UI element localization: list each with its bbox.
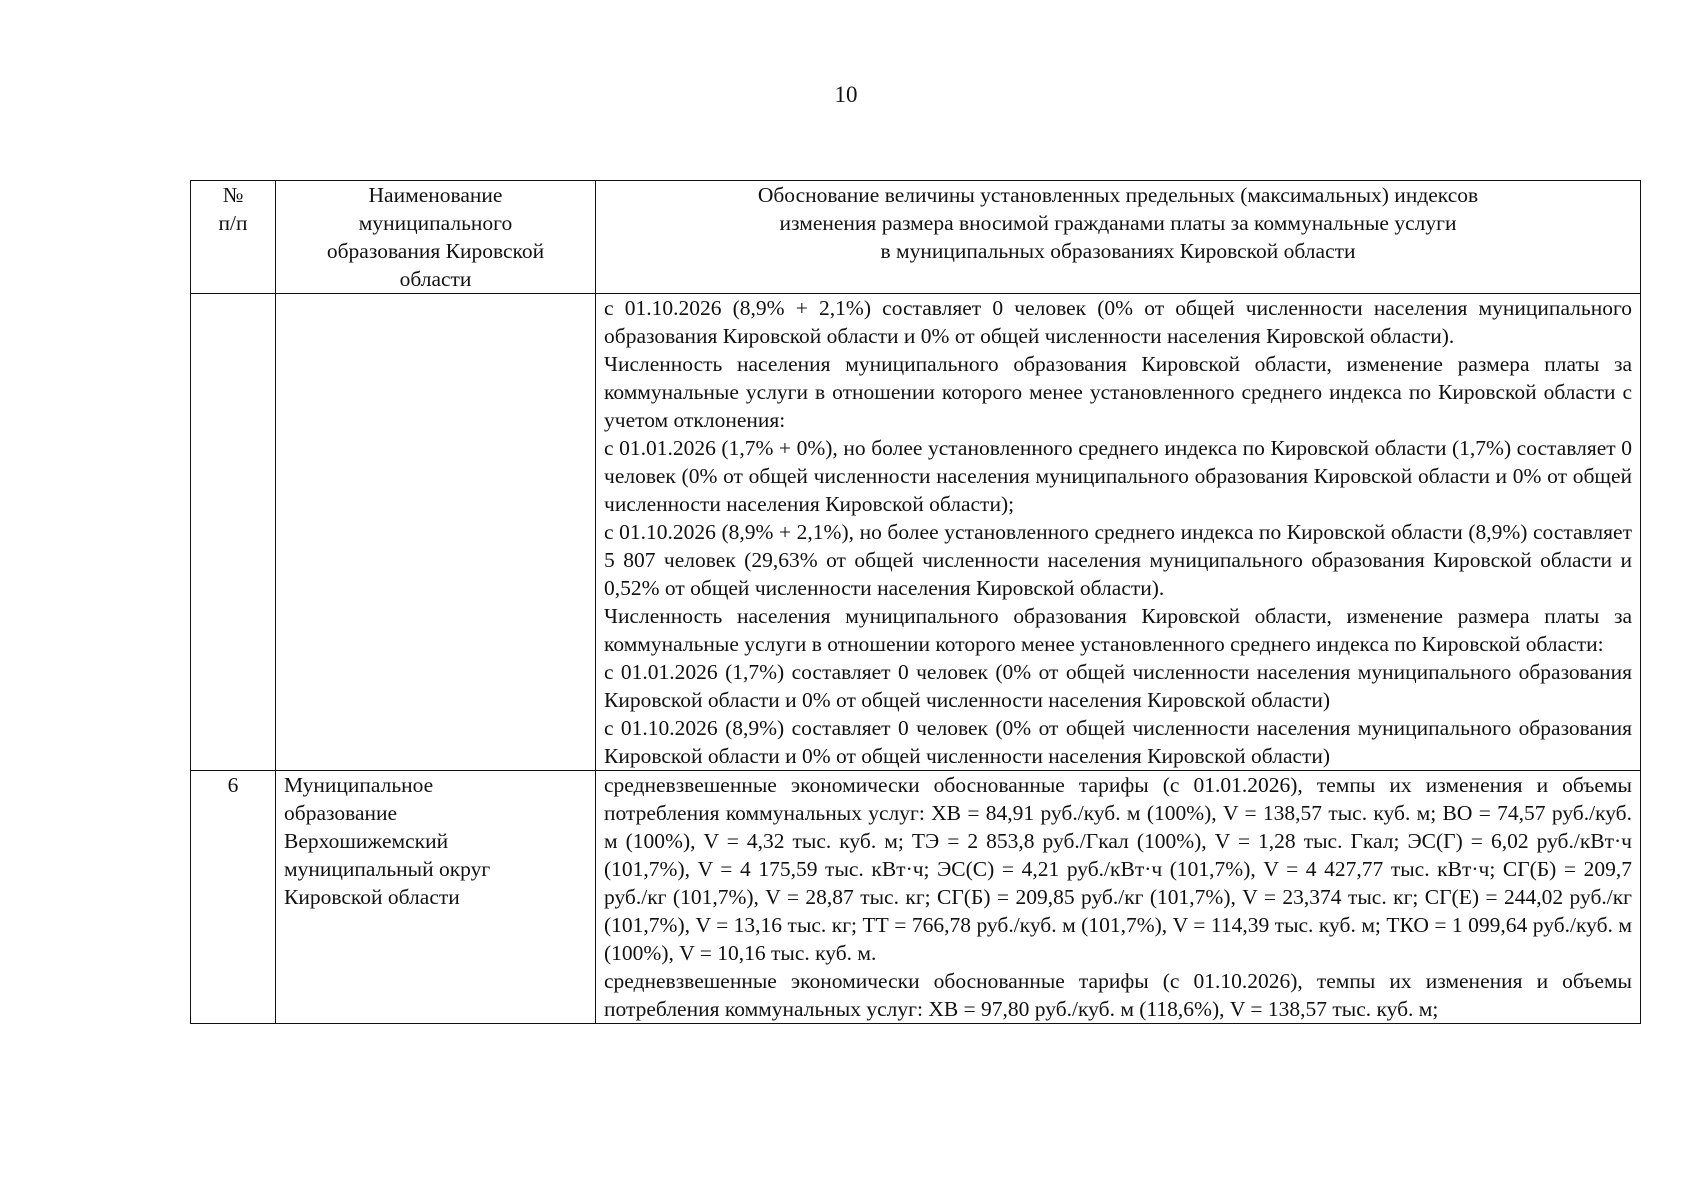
row-municipality-cell bbox=[276, 771, 596, 1024]
justification-paragraph: Численность населения муниципального образования Кировской области, изменение размера платы за коммунальные услуги в отношении которого менее установленного среднего индекса по Кировской области с учетом отклонения: bbox=[604, 352, 1632, 432]
header-number-line: № bbox=[222, 183, 244, 207]
header-justification-column bbox=[596, 181, 1641, 294]
justification-paragraph: с 01.10.2026 (8,9% + 2,1%) составляет 0 человек (0% от общей численности населения муниципального образования Кировской области и 0% от общей численности населения Кировской области). bbox=[604, 296, 1632, 348]
justification-paragraph: с 01.01.2026 (1,7% + 0%), но более установленного среднего индекса по Кировской области (1,7%) составляет 0 человек (0% от общей численности населения муниципального образования Кировской области и 0% от общей численности населения Кировской области); bbox=[604, 436, 1632, 516]
row-justification-cell bbox=[596, 771, 1641, 1024]
header-name-line: образования Кировской bbox=[326, 239, 545, 263]
row-municipality-cell bbox=[276, 294, 596, 771]
justification-paragraph: средневзвешенные экономически обоснованные тарифы (с 01.10.2026), темпы их изменения и объемы потребления коммунальных услуг: ХВ = 97,80 руб./куб. м (118,6%), V = 138,57 тыс. куб. м; bbox=[604, 969, 1632, 1021]
table-row bbox=[191, 771, 1641, 1024]
municipality-name-line: Кировской области bbox=[284, 885, 460, 909]
header-justification-line: в муниципальных образованиях Кировской области bbox=[880, 239, 1356, 263]
justification-paragraph: с 01.10.2026 (8,9% + 2,1%), но более установленного среднего индекса по Кировской области (8,9%) составляет 5 807 человек (29,63% от общей численности населения муниципального образования Кировской области и 0,52% от общей численности населения Кировской области). bbox=[604, 520, 1632, 600]
justification-paragraph: с 01.10.2026 (8,9%) составляет 0 человек (0% от общей численности населения муниципального образования Кировской области и 0% от общей численности населения Кировской области) bbox=[604, 716, 1632, 768]
table-header-row bbox=[191, 181, 1641, 294]
row-number-cell bbox=[191, 294, 276, 771]
header-number-column bbox=[191, 181, 276, 294]
justification-paragraph: Численность населения муниципального образования Кировской области, изменение размера платы за коммунальные услуги в отношении которого менее установленного среднего индекса по Кировской области: bbox=[604, 604, 1632, 656]
header-name-line: области bbox=[399, 267, 472, 291]
justification-paragraph: средневзвешенные экономически обоснованные тарифы (с 01.01.2026), темпы их изменения и объемы потребления коммунальных услуг: ХВ = 84,91 руб./куб. м (100%), V = 138,57 тыс. куб. м; ВО = 74,57 руб./куб. м (100%), V = 4,32 тыс. куб. м; ТЭ = 2 853,8 руб./Гкал (100%), V = 1,28 тыс. Гкал; ЭС(Г) = 6,02 руб./кВт·ч (101,7%), V = 4 175,59 тыс. кВт·ч; ЭС(С) = 4,21 руб./кВт·ч (101,7%), V = 4 427,77 тыс. кВт·ч; СГ(Б) = 209,7 руб./кг (101,7%), V = 28,87 тыс. кг; СГ(Б) = 209,85 руб./кг (101,7%), V = 23,374 тыс. кг; СГ(Е) = 244,02 руб./кг (101,7%), V = 13,16 тыс. кг; ТТ = 766,78 руб./куб. м (101,7%), V = 114,39 тыс. куб. м; ТКО = 1 099,64 руб./куб. м (100%), V = 10,16 тыс. куб. м. bbox=[604, 773, 1632, 965]
header-name-line: Наименование bbox=[368, 183, 503, 207]
index-justification-table bbox=[190, 180, 1641, 1024]
header-number-line: п/п bbox=[218, 211, 248, 235]
header-justification-line: изменения размера вносимой гражданами платы за коммунальные услуги bbox=[779, 211, 1457, 235]
municipality-name-line: Муниципальное bbox=[284, 773, 434, 797]
row-number-cell: 6 bbox=[191, 771, 276, 1024]
page-number: 10 bbox=[834, 82, 858, 107]
municipality-name-line: муниципальный округ bbox=[284, 857, 491, 881]
header-name-line: муниципального bbox=[358, 211, 513, 235]
row-justification-cell bbox=[596, 294, 1641, 771]
municipality-name-line: образование bbox=[284, 801, 398, 825]
header-municipality-name-column bbox=[276, 181, 596, 294]
municipality-name-line: Верхошижемский bbox=[284, 829, 449, 853]
header-justification-line: Обоснование величины установленных предельных (максимальных) индексов bbox=[757, 183, 1479, 207]
table-row bbox=[191, 294, 1641, 771]
justification-paragraph: с 01.01.2026 (1,7%) составляет 0 человек (0% от общей численности населения муниципального образования Кировской области и 0% от общей численности населения Кировской области) bbox=[604, 660, 1632, 712]
